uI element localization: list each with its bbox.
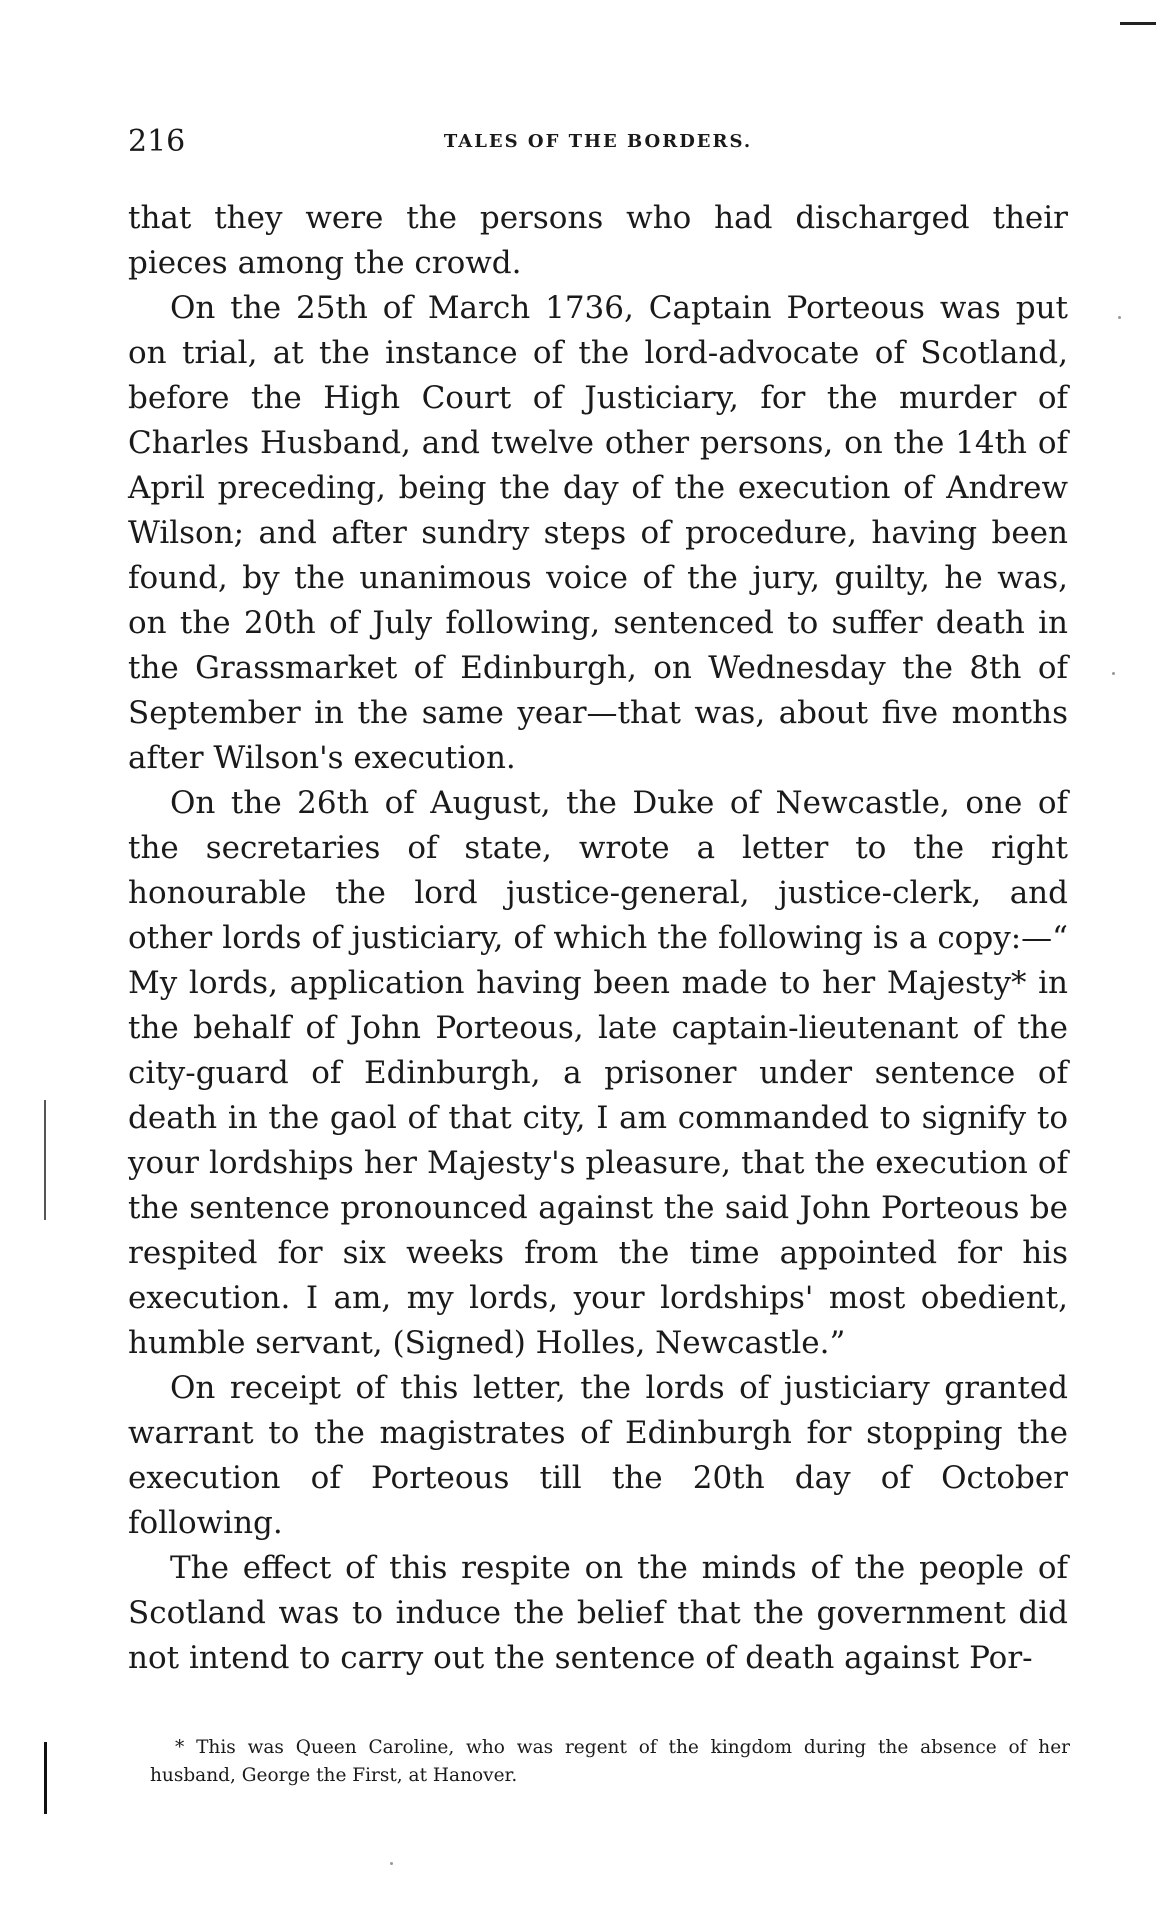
paragraph-continuation: that they were the persons who had discharged their pieces among the crowd.	[128, 200, 1068, 281]
running-title: TALES OF THE BORDERS.	[443, 131, 753, 152]
paragraph-warrant: On receipt of this letter, the lords of justiciary granted warrant to the magistrates of Edinburgh for stopping the execution of Porteous till the 20th day of October following.	[128, 1370, 1068, 1541]
paragraph-letter: On the 26th of August, the Duke of Newcastle, one of the secretaries of state, wrote a letter to the right honourable the lord justice-general, justice-clerk, and other lords of justiciary, of which the following is a copy:—“ My lords, application having been made to her Majesty* in the behalf of John Porteous, late captain-lieutenant of the city-guard of Edinburgh, a prisoner under sentence of death in the gaol of that city, I am commanded to signify to your lordships her Majesty's pleasure, that the execution of the sentence pronounced against the said John Porteous be respited for six weeks from the time appointed for his execution. I am, my lords, your lordships' most obedient, humble servant, (Signed) Holles, Newcastle.”	[128, 785, 1068, 1361]
page-number: 216	[128, 124, 186, 159]
page-header	[128, 118, 1068, 166]
scan-speck	[1112, 672, 1115, 675]
paragraph-trial: On the 25th of March 1736, Captain Porteous was put on trial, at the instance of the lord-advocate of Scotland, before the High Court of Justiciary, for the murder of Charles Husband, and twelve other persons, on the 14th of April preceding, being the day of the execution of Andrew Wilson; and after sundry steps of procedure, having been found, by the unanimous voice of the jury, guilty, he was, on the 20th of July following, sentenced to suffer death in the Grassmarket of Edinburgh, on Wednesday the 8th of September in the same year—that was, about five months after Wilson's execution.	[128, 290, 1068, 776]
scan-speck	[390, 1862, 393, 1865]
margin-scan-mark	[44, 1742, 47, 1814]
footnote: * This was Queen Caroline, who was regent of the kingdom during the absence of her husband, George the First, at Hanover.	[150, 1737, 1070, 1786]
scan-speck	[1118, 316, 1121, 319]
scan-edge-mark	[1120, 22, 1156, 25]
paragraph-respite-effect: The effect of this respite on the minds of the people of Scotland was to induce the belief that the government did not intend to carry out the sentence of death against Por-	[128, 1550, 1068, 1676]
page-body	[128, 196, 1068, 1681]
margin-scan-mark	[44, 1100, 46, 1220]
